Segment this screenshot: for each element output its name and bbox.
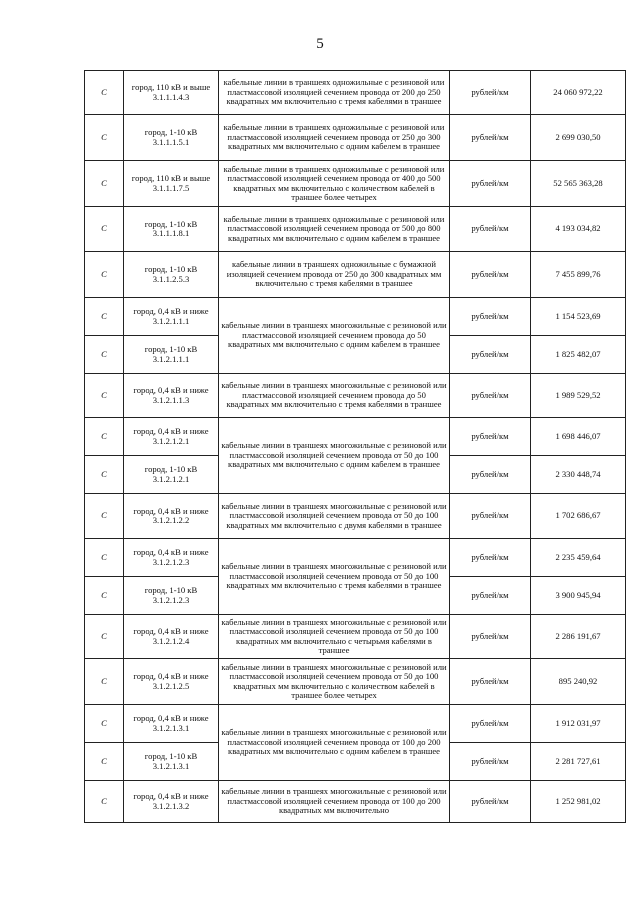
territory-cell bbox=[124, 743, 219, 781]
rate-code: 3.1.1.1.4.3 bbox=[152, 91, 190, 102]
category-letter: C bbox=[85, 705, 124, 743]
page-number: 5 bbox=[316, 36, 324, 52]
rate-code: 3.1.2.1.1.1 bbox=[152, 315, 190, 326]
rate-code: 3.1.2.1.2.2 bbox=[152, 515, 190, 525]
territory-label: город, 0,4 кВ и ниже bbox=[133, 713, 209, 724]
description-cell: кабельные линии в траншеях одножильные с резиновой или пластмассовой изоляцией сечением провода от 400 до 500 квадратных мм включительно с количеством кабелей в траншее более четырех bbox=[219, 161, 450, 207]
value-cell: 2 235 459,64 bbox=[531, 539, 626, 577]
description-cell: кабельные линии в траншеях многожильные с резиновой или пластмассовой изоляцией сечением провода от 50 до 100 квадратных мм включительно с четырьмя кабелями в траншее bbox=[219, 615, 450, 659]
value-cell: 2 330 448,74 bbox=[531, 456, 626, 494]
description-cell: кабельные линии в траншеях многожильные с резиновой или пластмассовой изоляцией сечением провода до 50 квадратных мм включительно с одним кабелем в траншее bbox=[219, 298, 450, 374]
rates-table bbox=[84, 70, 626, 823]
territory-cell bbox=[124, 161, 219, 207]
table-row bbox=[85, 161, 626, 207]
description-cell: кабельные линии в траншеях многожильные с резиновой или пластмассовой изоляцией сечением провода от 100 до 200 квадратных мм включительно bbox=[219, 781, 450, 823]
value-cell: 2 699 030,50 bbox=[531, 115, 626, 161]
unit-cell: рублей/км bbox=[450, 539, 531, 577]
description-cell: кабельные линии в траншеях многожильные с резиновой или пластмассовой изоляцией сечением провода от 50 до 100 квадратных мм включительно с двумя кабелями в траншее bbox=[219, 494, 450, 539]
rate-code: 3.1.2.1.2.3 bbox=[152, 594, 190, 605]
territory-cell bbox=[124, 456, 219, 494]
rate-code: 3.1.1.1.5.1 bbox=[152, 136, 190, 147]
territory-label: город, 1-10 кВ bbox=[144, 464, 198, 475]
table-row bbox=[85, 374, 626, 418]
table-row bbox=[85, 781, 626, 823]
unit-cell: рублей/км bbox=[450, 374, 531, 418]
territory-label: город, 0,4 кВ и ниже bbox=[133, 426, 209, 437]
unit-cell: рублей/км bbox=[450, 577, 531, 615]
unit-cell: рублей/км bbox=[450, 71, 531, 115]
rate-code: 3.1.1.2.5.3 bbox=[152, 273, 190, 284]
table-row bbox=[85, 115, 626, 161]
value-cell: 895 240,92 bbox=[531, 659, 626, 705]
value-cell: 1 825 482,07 bbox=[531, 336, 626, 374]
territory-label: город, 0,4 кВ и ниже bbox=[133, 671, 209, 682]
table-row bbox=[85, 298, 626, 336]
territory-cell bbox=[124, 781, 219, 823]
territory-cell bbox=[124, 252, 219, 298]
territory-cell bbox=[124, 659, 219, 705]
category-letter: C bbox=[85, 494, 124, 539]
category-letter: C bbox=[85, 207, 124, 252]
category-letter: C bbox=[85, 71, 124, 115]
territory-label: город, 0,4 кВ и ниже bbox=[133, 626, 209, 637]
table-row bbox=[85, 539, 626, 577]
rate-code: 3.1.2.1.2.4 bbox=[152, 635, 190, 646]
value-cell: 7 455 899,76 bbox=[531, 252, 626, 298]
unit-cell: рублей/км bbox=[450, 418, 531, 456]
unit-cell: рублей/км bbox=[450, 207, 531, 252]
unit-cell: рублей/км bbox=[450, 456, 531, 494]
territory-label: город, 0,4 кВ и ниже bbox=[133, 505, 209, 516]
category-letter: C bbox=[85, 659, 124, 705]
value-cell: 24 060 972,22 bbox=[531, 71, 626, 115]
territory-label: город, 0,4 кВ и ниже bbox=[133, 306, 209, 317]
territory-cell bbox=[124, 615, 219, 659]
description-cell: кабельные линии в траншеях многожильные с резиновой или пластмассовой изоляцией сечением провода от 100 до 200 квадратных мм включительно с одним кабелем в траншее bbox=[219, 705, 450, 781]
territory-label: город, 1-10 кВ bbox=[144, 264, 198, 275]
territory-label: город, 0,4 кВ и ниже bbox=[133, 547, 209, 558]
description-cell: кабельные линии в траншеях многожильные с резиновой или пластмассовой изоляцией сечением провода от 50 до 100 квадратных мм включительно с количеством кабелей в траншее более четырех bbox=[219, 659, 450, 705]
rate-code: 3.1.2.1.1.3 bbox=[152, 394, 190, 405]
category-letter: C bbox=[85, 298, 124, 336]
value-cell: 1 252 981,02 bbox=[531, 781, 626, 823]
table-row bbox=[85, 207, 626, 252]
description-cell: кабельные линии в траншеях многожильные с резиновой или пластмассовой изоляцией сечением провода от 50 до 100 квадратных мм включительно с одним кабелем в траншее bbox=[219, 418, 450, 494]
category-letter: C bbox=[85, 781, 124, 823]
description-cell: кабельные линии в траншеях одножильные с резиновой или пластмассовой изоляцией сечением провода от 250 до 300 квадратных мм включительно с одним кабелем в траншее bbox=[219, 115, 450, 161]
value-cell: 2 286 191,67 bbox=[531, 615, 626, 659]
table-row bbox=[85, 615, 626, 659]
table-row bbox=[85, 71, 626, 115]
territory-cell bbox=[124, 418, 219, 456]
territory-label: город, 110 кВ и выше bbox=[131, 173, 211, 184]
category-letter: C bbox=[85, 456, 124, 494]
rate-code: 3.1.2.1.3.1 bbox=[152, 722, 190, 733]
territory-cell bbox=[124, 207, 219, 252]
territory-label: город, 1-10 кВ bbox=[144, 127, 198, 138]
category-letter: C bbox=[85, 115, 124, 161]
unit-cell: рублей/км bbox=[450, 252, 531, 298]
unit-cell: рублей/км bbox=[450, 615, 531, 659]
description-cell: кабельные линии в траншеях многожильные с резиновой или пластмассовой изоляцией сечением провода до 50 квадратных мм включительно с тремя кабелями в траншее bbox=[219, 374, 450, 418]
rate-code: 3.1.2.1.2.5 bbox=[152, 680, 190, 691]
rate-code: 3.1.2.1.3.2 bbox=[152, 800, 190, 811]
unit-cell: рублей/км bbox=[450, 298, 531, 336]
category-letter: C bbox=[85, 252, 124, 298]
value-cell: 4 193 034,82 bbox=[531, 207, 626, 252]
value-cell: 1 912 031,97 bbox=[531, 705, 626, 743]
territory-cell bbox=[124, 705, 219, 743]
territory-cell bbox=[124, 539, 219, 577]
rate-code: 3.1.1.1.8.1 bbox=[152, 228, 190, 238]
category-letter: C bbox=[85, 418, 124, 456]
territory-label: город, 1-10 кВ bbox=[144, 344, 198, 355]
territory-label: город, 0,4 кВ и ниже bbox=[133, 791, 209, 802]
category-letter: C bbox=[85, 743, 124, 781]
unit-cell: рублей/км bbox=[450, 494, 531, 539]
description-cell: кабельные линии в траншеях одножильные с резиновой или пластмассовой изоляцией сечением провода от 500 до 800 квадратных мм включительно с одним кабелем в траншее bbox=[219, 207, 450, 252]
unit-cell: рублей/км bbox=[450, 336, 531, 374]
table-row bbox=[85, 659, 626, 705]
unit-cell: рублей/км bbox=[450, 659, 531, 705]
territory-cell bbox=[124, 298, 219, 336]
territory-label: город, 1-10 кВ bbox=[144, 218, 198, 229]
description-cell: кабельные линии в траншеях одножильные с резиновой или пластмассовой изоляцией сечением провода от 200 до 250 квадратных мм включительно с тремя кабелями в траншее bbox=[219, 71, 450, 115]
territory-cell bbox=[124, 336, 219, 374]
rate-code: 3.1.2.1.2.3 bbox=[152, 556, 190, 567]
category-letter: C bbox=[85, 161, 124, 207]
rate-code: 3.1.2.1.2.1 bbox=[152, 435, 190, 446]
territory-cell bbox=[124, 71, 219, 115]
territory-label: город, 1-10 кВ bbox=[144, 585, 198, 596]
unit-cell: рублей/км bbox=[450, 781, 531, 823]
unit-cell: рублей/км bbox=[450, 115, 531, 161]
value-cell: 3 900 945,94 bbox=[531, 577, 626, 615]
territory-cell bbox=[124, 494, 219, 539]
territory-cell bbox=[124, 374, 219, 418]
territory-cell bbox=[124, 577, 219, 615]
rate-code: 3.1.2.1.1.1 bbox=[152, 353, 190, 364]
table-row bbox=[85, 705, 626, 743]
description-cell: кабельные линии в траншеях одножильные с бумажной изоляцией сечением провода от 250 до 300 квадратных мм включительно с тремя кабелями в траншее bbox=[219, 252, 450, 298]
territory-cell bbox=[124, 115, 219, 161]
value-cell: 52 565 363,28 bbox=[531, 161, 626, 207]
value-cell: 1 698 446,07 bbox=[531, 418, 626, 456]
unit-cell: рублей/км bbox=[450, 705, 531, 743]
table-row bbox=[85, 418, 626, 456]
territory-label: город, 110 кВ и выше bbox=[131, 82, 211, 93]
category-letter: C bbox=[85, 539, 124, 577]
category-letter: C bbox=[85, 577, 124, 615]
description-cell: кабельные линии в траншеях многожильные с резиновой или пластмассовой изоляцией сечением провода от 50 до 100 квадратных мм включительно с тремя кабелями в траншее bbox=[219, 539, 450, 615]
value-cell: 2 281 727,61 bbox=[531, 743, 626, 781]
rate-code: 3.1.2.1.2.1 bbox=[152, 473, 190, 484]
territory-label: город, 1-10 кВ bbox=[144, 751, 198, 762]
unit-cell: рублей/км bbox=[450, 161, 531, 207]
rate-code: 3.1.1.1.7.5 bbox=[152, 182, 190, 193]
value-cell: 1 989 529,52 bbox=[531, 374, 626, 418]
unit-cell: рублей/км bbox=[450, 743, 531, 781]
category-letter: C bbox=[85, 336, 124, 374]
category-letter: C bbox=[85, 374, 124, 418]
rate-code: 3.1.2.1.3.1 bbox=[152, 760, 190, 771]
table-row bbox=[85, 494, 626, 539]
table-row bbox=[85, 252, 626, 298]
value-cell: 1 702 686,67 bbox=[531, 494, 626, 539]
territory-label: город, 0,4 кВ и ниже bbox=[133, 385, 209, 396]
category-letter: C bbox=[85, 615, 124, 659]
value-cell: 1 154 523,69 bbox=[531, 298, 626, 336]
